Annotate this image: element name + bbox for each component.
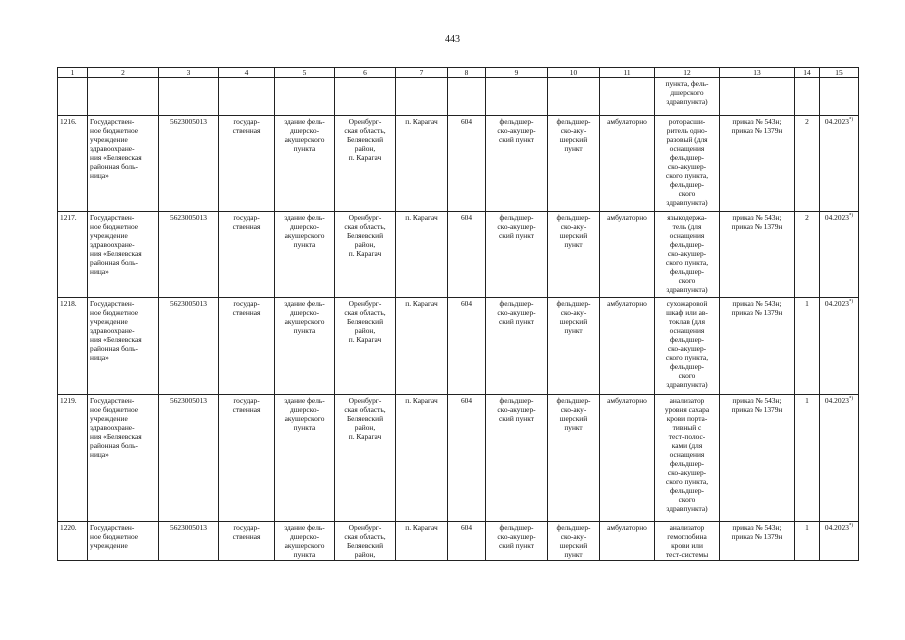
column-number-header: 3	[159, 68, 219, 78]
ownership-cell: государ- ственная	[219, 395, 275, 522]
unit-cell: фельдшер- ско-акушер- ский пункт	[486, 212, 548, 298]
locality-cell: п. Карагач	[396, 395, 448, 522]
subunit-cell: фельдшер- ско-аку- шерский пункт	[548, 116, 600, 212]
column-number-header: 11	[600, 68, 655, 78]
care-type-cell: амбулаторно	[600, 522, 655, 561]
column-number-header: 1	[58, 68, 88, 78]
column-number-header: 14	[795, 68, 820, 78]
equipment-cell: роторасши- ритель одно- разовый (для оснащения фельдшер- ско-акушер- ского пункта, фельдшер- ского здравпункта)	[655, 116, 720, 212]
column-number-header: 6	[335, 68, 396, 78]
date-value: 04.2023	[824, 523, 849, 532]
basis-cell: приказ № 543н; приказ № 1379н	[720, 212, 795, 298]
row-number-cell: 1218.	[58, 298, 88, 395]
date-cell	[820, 522, 859, 561]
table-row	[58, 212, 859, 298]
building-cell: здание фель- дшерско- акушерского пункта	[275, 116, 335, 212]
unit-cell: фельдшер- ско-акушер- ский пункт	[486, 116, 548, 212]
date-value: 04.2023	[824, 396, 849, 405]
subunit-cell: фельдшер- ско-аку- шерский пункт	[548, 298, 600, 395]
date-cell	[820, 395, 859, 522]
organization-cell: Государствен- ное бюджетное учреждение здравоохране- ния «Беляевская районная боль- ница»	[88, 298, 159, 395]
column-number-header: 8	[448, 68, 486, 78]
column-number-header: 5	[275, 68, 335, 78]
footnote-mark: *)	[848, 213, 854, 219]
care-type-cell: амбулаторно	[600, 116, 655, 212]
quantity-cell: 1	[795, 298, 820, 395]
building-cell: здание фель- дшерско- акушерского пункта	[275, 395, 335, 522]
address-cell: Оренбург- ская область, Беляевский район, п. Карагач	[335, 116, 396, 212]
ownership-cell: государ- ственная	[219, 116, 275, 212]
organization-cell: Государствен- ное бюджетное учреждение здравоохране- ния «Беляевская районная боль- ница»	[88, 395, 159, 522]
building-cell: здание фель- дшерско- акушерского пункта	[275, 298, 335, 395]
footnote-mark: *)	[848, 396, 854, 402]
basis-cell: приказ № 543н; приказ № 1379н	[720, 298, 795, 395]
address-cell: Оренбург- ская область, Беляевский район,	[335, 522, 396, 561]
date-value: 04.2023	[824, 117, 849, 126]
inn-cell: 5623005013	[159, 298, 219, 395]
code-cell: 604	[448, 522, 486, 561]
column-number-header: 12	[655, 68, 720, 78]
quantity-cell: 2	[795, 116, 820, 212]
column-number-header: 7	[396, 68, 448, 78]
equipment-cell: анализатор уровня сахара крови порта- тивный с тест-полос- ками (для оснащения фельдшер- ско-акушер- ского пункта, фельдшер- ского здравпункта)	[655, 395, 720, 522]
inn-cell: 5623005013	[159, 395, 219, 522]
equipment-cell: анализатор гемоглобина крови или тест-системы	[655, 522, 720, 561]
page-number: 443	[445, 34, 460, 45]
ownership-cell: государ- ственная	[219, 298, 275, 395]
locality-cell: п. Карагач	[396, 298, 448, 395]
table-row	[58, 116, 859, 212]
inn-cell: 5623005013	[159, 116, 219, 212]
equipment-cell: языкодержа- тель (для оснащения фельдшер- ско-акушер- ского пункта, фельдшер- ского здравпункта)	[655, 212, 720, 298]
register-table	[57, 67, 859, 561]
organization-cell: Государствен- ное бюджетное учреждение здравоохране- ния «Беляевская районная боль- ница»	[88, 212, 159, 298]
row-number-cell: 1219.	[58, 395, 88, 522]
ownership-cell: государ- ственная	[219, 212, 275, 298]
locality-cell: п. Карагач	[396, 116, 448, 212]
basis-cell: приказ № 543н; приказ № 1379н	[720, 116, 795, 212]
subunit-cell: фельдшер- ско-аку- шерский пункт	[548, 212, 600, 298]
quantity-cell: 2	[795, 212, 820, 298]
date-cell	[820, 116, 859, 212]
care-type-cell: амбулаторно	[600, 212, 655, 298]
table-row	[58, 522, 859, 561]
column-number-header: 15	[820, 68, 859, 78]
carry-over-equipment-cell: пункта, фель- дшерского здравпункта)	[655, 78, 720, 116]
building-cell: здание фель- дшерско- акушерского пункта	[275, 212, 335, 298]
date-cell	[820, 298, 859, 395]
table-row	[58, 395, 859, 522]
locality-cell: п. Карагач	[396, 212, 448, 298]
row-number-cell: 1220.	[58, 522, 88, 561]
basis-cell: приказ № 543н; приказ № 1379н	[720, 522, 795, 561]
care-type-cell: амбулаторно	[600, 298, 655, 395]
column-number-header: 9	[486, 68, 548, 78]
address-cell: Оренбург- ская область, Беляевский район, п. Карагач	[335, 298, 396, 395]
date-value: 04.2023	[824, 213, 849, 222]
quantity-cell: 1	[795, 395, 820, 522]
unit-cell: фельдшер- ско-акушер- ский пункт	[486, 395, 548, 522]
table-row	[58, 298, 859, 395]
building-cell: здание фель- дшерско- акушерского пункта	[275, 522, 335, 561]
inn-cell: 5623005013	[159, 522, 219, 561]
row-number-cell: 1217.	[58, 212, 88, 298]
locality-cell: п. Карагач	[396, 522, 448, 561]
subunit-cell: фельдшер- ско-аку- шерский пункт	[548, 395, 600, 522]
column-number-header: 13	[720, 68, 795, 78]
footnote-mark: *)	[848, 523, 854, 529]
column-number-header: 10	[548, 68, 600, 78]
code-cell: 604	[448, 212, 486, 298]
code-cell: 604	[448, 116, 486, 212]
carry-over-row	[58, 78, 859, 116]
footnote-mark: *)	[848, 117, 854, 123]
organization-cell: Государствен- ное бюджетное учреждение	[88, 522, 159, 561]
column-number-header: 4	[219, 68, 275, 78]
code-cell: 604	[448, 395, 486, 522]
subunit-cell: фельдшер- ско-аку- шерский пункт	[548, 522, 600, 561]
ownership-cell: государ- ственная	[219, 522, 275, 561]
date-cell	[820, 212, 859, 298]
quantity-cell: 1	[795, 522, 820, 561]
inn-cell: 5623005013	[159, 212, 219, 298]
unit-cell: фельдшер- ско-акушер- ский пункт	[486, 298, 548, 395]
address-cell: Оренбург- ская область, Беляевский район, п. Карагач	[335, 212, 396, 298]
organization-cell: Государствен- ное бюджетное учреждение здравоохране- ния «Беляевская районная боль- ница»	[88, 116, 159, 212]
column-number-row	[58, 68, 859, 78]
code-cell: 604	[448, 298, 486, 395]
footnote-mark: *)	[848, 299, 854, 305]
row-number-cell: 1216.	[58, 116, 88, 212]
equipment-cell: сухожаровой шкаф или ав- токлав (для оснащения фельдшер- ско-акушер- ского пункта, фельдшер- ского здравпункта)	[655, 298, 720, 395]
basis-cell: приказ № 543н; приказ № 1379н	[720, 395, 795, 522]
unit-cell: фельдшер- ско-акушер- ский пункт	[486, 522, 548, 561]
care-type-cell: амбулаторно	[600, 395, 655, 522]
address-cell: Оренбург- ская область, Беляевский район, п. Карагач	[335, 395, 396, 522]
date-value: 04.2023	[824, 299, 849, 308]
column-number-header: 2	[88, 68, 159, 78]
